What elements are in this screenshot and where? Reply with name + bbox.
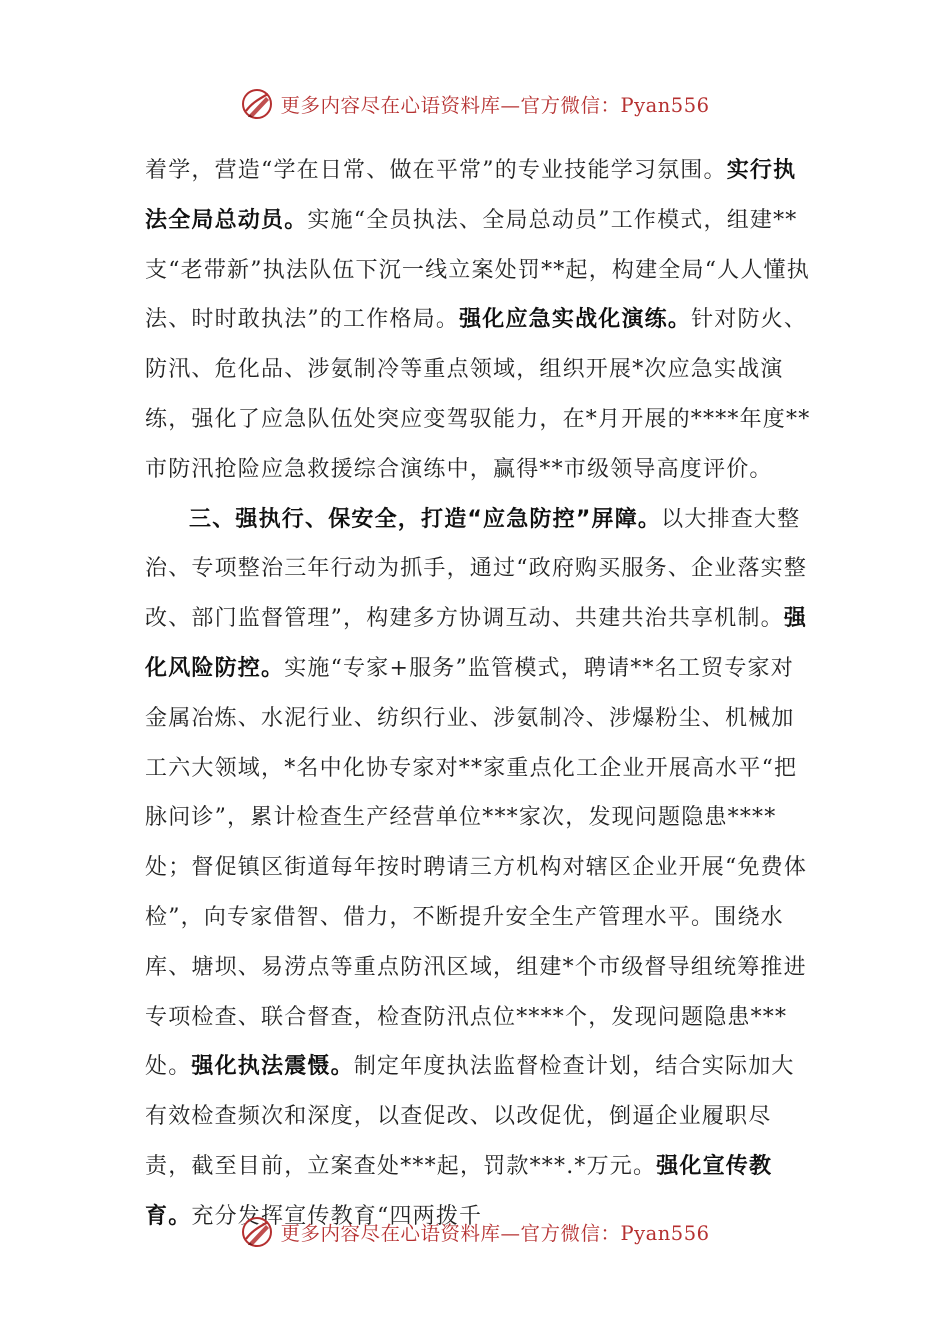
para2-sentence-1: 以大排查大整治、专项整治三年行动为抓手，通过“政府购买服务、企业落实整改、部门监督管理”，构建多方协调互动、共建共治共享机制。 <box>145 506 808 632</box>
para2-sentence-3: 制定年度执法监督检查计划，结合实际加大有效检查频次和深度，以查促改、以改促优，倒逼企业履职尽责，截至目前，立案查处***起，罚款***.*万元。 <box>145 1054 795 1179</box>
pen-logo-icon <box>240 87 274 121</box>
footer-banner-text: 更多内容尽在心语资料库—官方微信：Pyan556 <box>280 1222 710 1245</box>
paragraph-1 <box>145 146 815 495</box>
para1-heading-1: 实行执法全局总动员。 <box>145 158 797 233</box>
para2-sentence-2: 实施“专家+服务”监管模式，聘请**名工贸专家对金属冶炼、水泥行业、纺织行业、涉氨制冷、涉爆粉尘、机械加工六大领域，*名中化协专家对**家重点化工企业开展高水平“把脉问诊”，累计检查生产经营单位***家次，发现问题隐患****处；督促镇区街道每年按时聘请三方机构对辖区企业开展“免费体检”，向专家借智、借力，不断提升安全生产管理水平。围绕水库、塘坝、易涝点等重点防汛区域，组建*个市级督导组统筹推进专项检查、联合督查，检查防汛点位****个，发现问题隐患***处。 <box>145 655 808 1080</box>
header-banner <box>0 80 950 128</box>
para2-heading-3: 强化宣传教育。 <box>145 1153 773 1229</box>
footer-banner <box>0 1208 950 1256</box>
para2-sentence-4: 充分发挥宣传教育“四两拨千 <box>191 1203 483 1229</box>
para2-heading-2: 强化执法震慑。 <box>191 1054 354 1080</box>
pen-logo-icon <box>240 1215 274 1249</box>
section-3-heading: 三、强执行、保安全，打造“应急防控”屏障。 <box>189 506 662 532</box>
para1-heading-2: 强化应急实战化演练。 <box>459 307 692 333</box>
document-body <box>145 146 815 1242</box>
para1-sentence-3: 针对防火、防汛、危化品、涉氨制冷等重点领域，组织开展*次应急实战演练，强化了应急队伍处突应变驾驭能力，在*月开展的****年度**市防汛抢险应急救援综合演练中，赢得**市级领导高度评价。 <box>145 307 811 482</box>
header-banner-text: 更多内容尽在心语资料库—官方微信：Pyan556 <box>280 94 710 117</box>
para2-heading-1: 强化风险防控。 <box>145 606 808 681</box>
para1-sentence-1: 着学，营造“学在日常、做在平常”的专业技能学习氛围。 <box>145 158 727 183</box>
paragraph-2 <box>145 495 815 1242</box>
para1-sentence-2: 实施“全员执法、全局总动员”工作模式，组建**支“老带新”执法队伍下沉一线立案处罚**起，构建全局“人人懂执法、时时敢执法”的工作格局。 <box>145 207 810 333</box>
